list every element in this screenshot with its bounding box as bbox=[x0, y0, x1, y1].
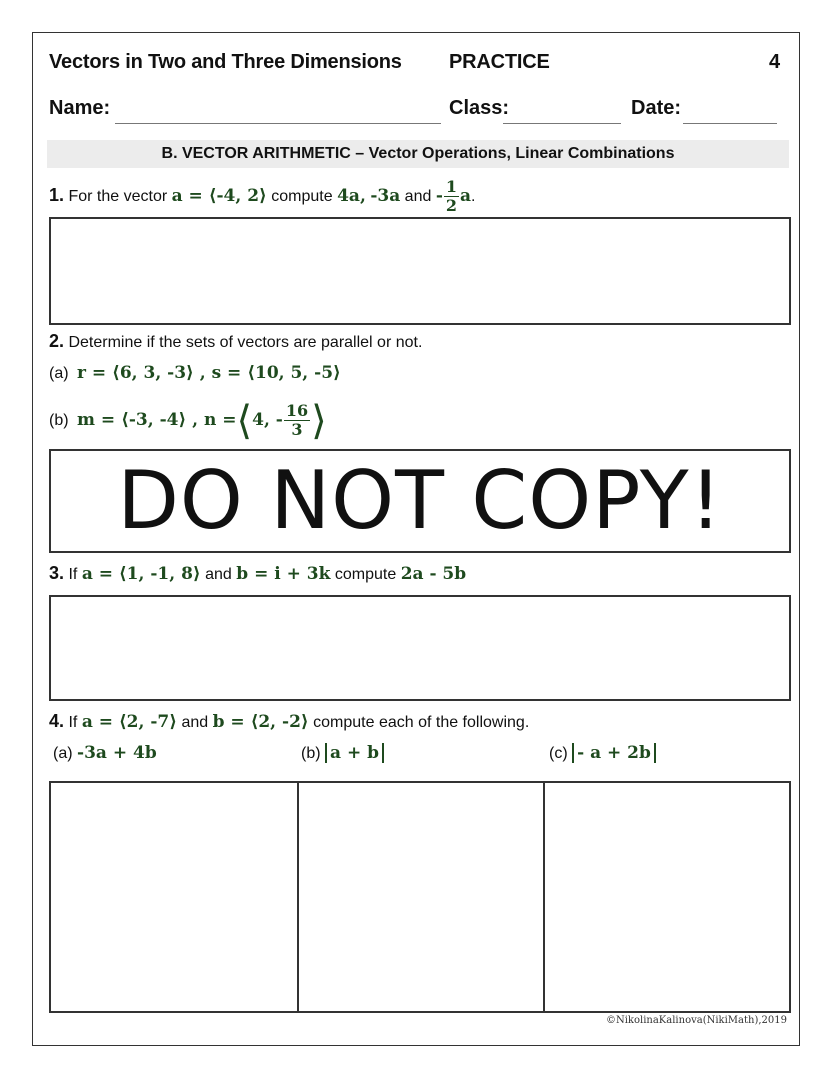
question-2 bbox=[49, 331, 422, 352]
question-2b bbox=[49, 395, 327, 446]
section-title: B. VECTOR ARITHMETIC – Vector Operations, Linear Combinations bbox=[47, 140, 789, 168]
answer-box-1[interactable] bbox=[49, 217, 791, 325]
question-4b bbox=[301, 743, 384, 763]
question-1-vector-def: a = ⟨-4, 2⟩ bbox=[171, 186, 267, 206]
question-4a bbox=[53, 743, 157, 763]
question-4c bbox=[549, 743, 656, 763]
answer-cell-4b[interactable] bbox=[297, 783, 545, 1011]
question-3-if: If bbox=[68, 566, 78, 583]
name-field-line[interactable] bbox=[115, 123, 441, 124]
answer-box-2-watermark[interactable]: DO NOT COPY! bbox=[49, 449, 791, 553]
fraction-numerator: 1 bbox=[445, 177, 458, 197]
question-3-expr: 2a - 5b bbox=[400, 564, 467, 584]
question-4c-label: (c) bbox=[549, 745, 568, 762]
fraction-denominator: 2 bbox=[445, 196, 458, 216]
question-4-if: If bbox=[68, 714, 78, 731]
worksheet-title: Vectors in Two and Three Dimensions bbox=[49, 51, 402, 73]
answer-cell-4c[interactable] bbox=[543, 783, 789, 1011]
question-2b-fraction bbox=[284, 403, 310, 438]
page-number: 4 bbox=[769, 51, 780, 73]
question-3-b-def: b = i + 3k bbox=[236, 564, 331, 584]
question-4-a-def: a = ⟨2, -7⟩ bbox=[81, 712, 177, 732]
answer-box-3[interactable] bbox=[49, 595, 791, 701]
question-3 bbox=[49, 557, 466, 591]
question-4-b-def: b = ⟨2, -2⟩ bbox=[212, 712, 309, 732]
class-label: Class: bbox=[449, 97, 510, 119]
question-2b-expr: m = ⟨-3, -4⟩ , n = bbox=[77, 410, 237, 430]
question-3-a-def: a = ⟨1, -1, 8⟩ bbox=[81, 564, 201, 584]
question-2b-label: (b) bbox=[49, 412, 69, 429]
question-2b-inner: 4, - bbox=[252, 410, 283, 430]
fraction-numerator: 16 bbox=[285, 401, 309, 421]
question-3-number: 3. bbox=[49, 563, 65, 583]
question-4b-expr: a + b bbox=[325, 743, 384, 763]
question-4-and: and bbox=[181, 714, 209, 731]
question-1-expr-2: -3a bbox=[370, 186, 401, 206]
name-label: Name: bbox=[49, 97, 111, 119]
angle-close: ⟩ bbox=[311, 397, 327, 444]
question-1-number: 1. bbox=[49, 185, 65, 205]
question-1-frac-vector: a bbox=[460, 186, 472, 206]
question-1-expr-1: 4a, bbox=[337, 186, 366, 206]
question-2-number: 2. bbox=[49, 331, 65, 351]
question-1-fraction bbox=[444, 179, 459, 214]
question-4b-label: (b) bbox=[301, 745, 321, 762]
question-2a bbox=[49, 363, 341, 383]
copyright-notice: ©NikolinaKalinova(NikiMath),2019 bbox=[605, 1015, 787, 1026]
question-1-period: . bbox=[471, 188, 476, 205]
worksheet-page bbox=[32, 32, 800, 1046]
practice-label: PRACTICE bbox=[449, 51, 550, 73]
question-2a-expr: r = ⟨6, 3, -3⟩ , s = ⟨10, 5, -5⟩ bbox=[77, 363, 341, 383]
question-1-text-a: For the vector bbox=[68, 188, 168, 205]
angle-open: ⟨ bbox=[236, 397, 253, 444]
question-1-text-b: compute bbox=[271, 188, 333, 205]
question-4-compute: compute each of the following. bbox=[313, 714, 530, 731]
fraction-denominator: 3 bbox=[291, 420, 303, 440]
question-1-and: and bbox=[404, 188, 432, 205]
question-3-compute: compute bbox=[334, 566, 397, 583]
question-4c-expr: - a + 2b bbox=[572, 743, 656, 763]
question-2-text: Determine if the sets of vectors are parallel or not. bbox=[68, 334, 423, 351]
question-2a-label: (a) bbox=[49, 365, 69, 382]
question-4-number: 4. bbox=[49, 711, 65, 731]
question-1 bbox=[49, 177, 476, 215]
class-field-line[interactable] bbox=[503, 123, 621, 124]
question-4a-label: (a) bbox=[53, 745, 73, 762]
question-3-and: and bbox=[205, 566, 232, 583]
question-4a-expr: -3a + 4b bbox=[77, 743, 157, 763]
date-field-line[interactable] bbox=[683, 123, 777, 124]
date-label: Date: bbox=[631, 97, 682, 119]
question-1-minus: - bbox=[435, 186, 443, 206]
question-4 bbox=[49, 705, 529, 739]
answer-cell-4a[interactable] bbox=[51, 783, 299, 1011]
answer-grid-4 bbox=[49, 781, 791, 1013]
